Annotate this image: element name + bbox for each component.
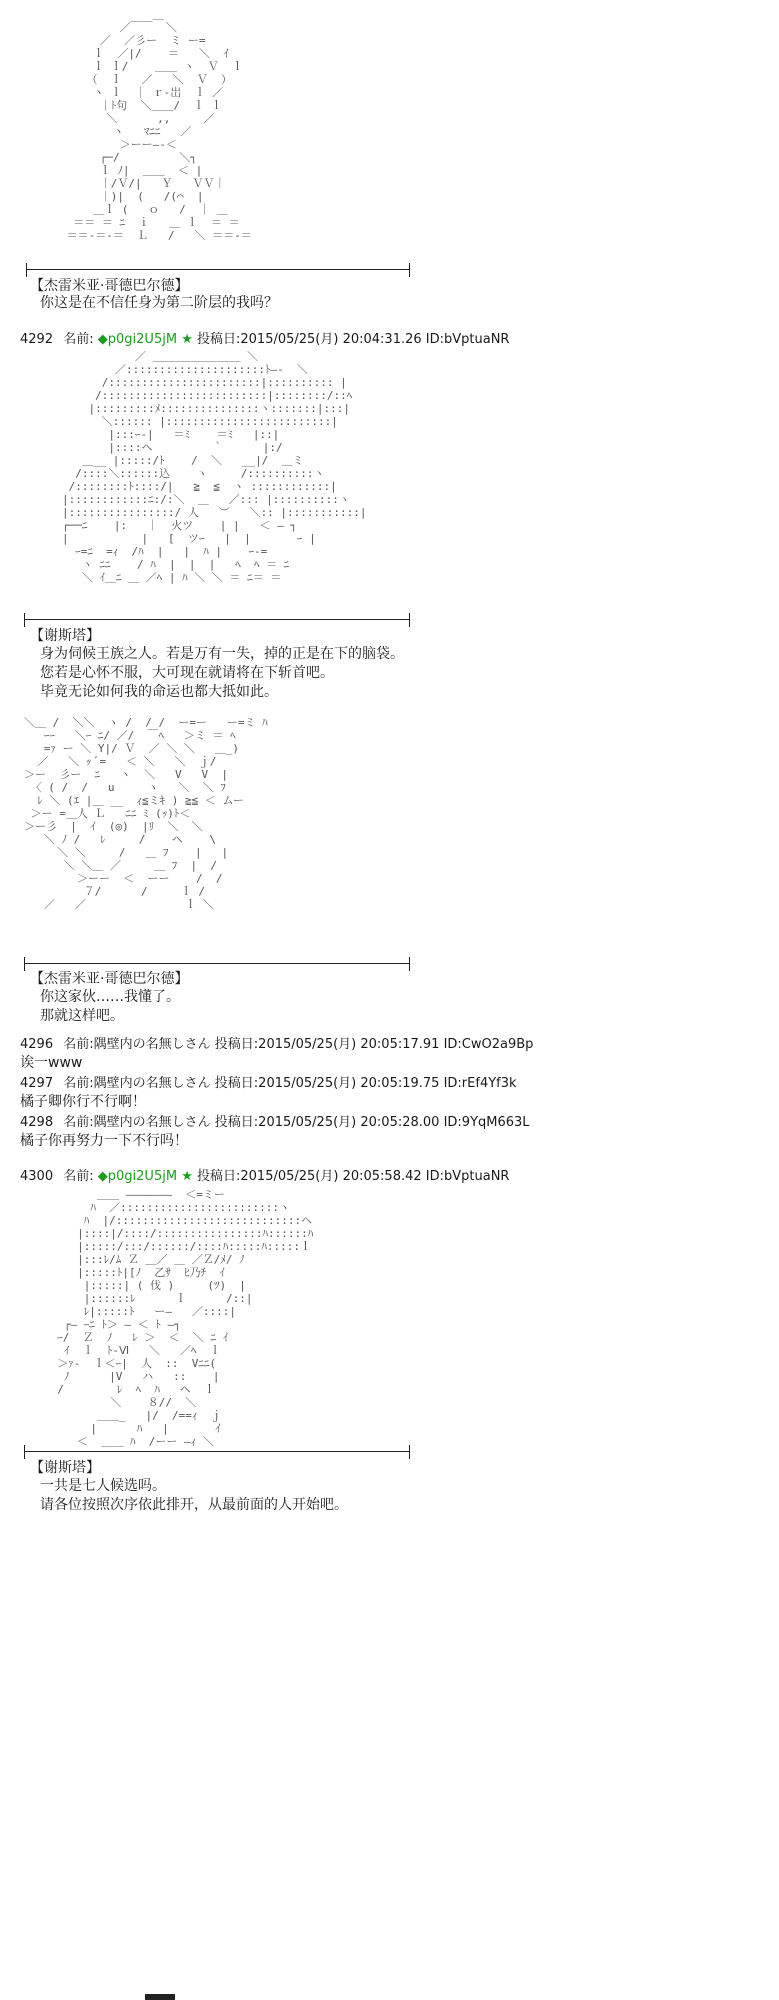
post-header: [20, 1036, 533, 1053]
dialogue-line: 您若是心怀不服，大可现在就请将在下斩首吧。: [40, 665, 334, 681]
trip-mark-icon: ◆: [97, 1169, 108, 1184]
dialogue-line: 你这家伙……我懂了。: [40, 989, 180, 1005]
post-date: 2015/05/25(月) 20:05:28.00: [258, 1115, 440, 1130]
post-number: 4292: [20, 332, 54, 347]
post-trip: p0gi2U5jM: [107, 1169, 178, 1184]
post-name-label: 名前:: [63, 1076, 94, 1091]
post-name: 隅壁内の名無しさん: [93, 1115, 211, 1130]
post-date-label: 投稿日:: [214, 1115, 259, 1130]
star-icon: ★: [181, 1169, 193, 1184]
divider-rule: [26, 263, 410, 277]
divider-rule: [24, 957, 410, 971]
post-header: [20, 1114, 530, 1131]
ascii-art-character-4: ＿＿ ――――――― ＜=ミー ﾊ ／::::::::::::::::::::::::ヽ ﾊ |/::::::::::::::::::::::::::::ヘ |::::|/::::/::::::::::::::::ﾊ::::::ﾊ |:::::/:::/::::::/::::ﾊ:::::ﾊ:::::ｌ |:::ﾚ/ﾑ Ｚ ＿／ ＿ ／Ｚ/ﾒ/ ﾉ |:::::ﾄ|[ﾉ 乙ｻ ﾋ乃ﾁ ｲ |:::::| ( 伐 ) (ﾂ) | |::::::ﾚ ｌ /::| ﾚ|:::::ﾄ ー― ／::::| ┌― ｰﾆ ﾄ＞ ― ＜ ﾄ ―┐ ｰ/ Ｚ ﾉ ﾚ ＞ ＜ ＼ ﾆ ｲ ｲ ｌ ﾄ-Ⅵ ＼ ／ﾍ ｌ ＞ｧ- ｌ＜ｰ| 人 :: Vﾆﾆ( ﾉ |V ハ :: | / ﾚ ﾍ ﾊ ヘ ｌ ＼ ８// ＼ ＿＿_ |/ /==ｨ ｊ | ﾊ | ｲ ＜ ＿＿ ﾊ /ーー ―ｨ ＼: [57, 1188, 314, 1448]
post-date-label: 投稿日:: [214, 1076, 259, 1091]
post-name-label: 名前:: [63, 1037, 94, 1052]
post-name-label: 名前:: [63, 1115, 94, 1130]
speaker-name: 【杰雷米亚·哥德巴尔德】: [30, 971, 189, 987]
dialogue-line: 一共是七人候选吗。: [40, 1478, 166, 1494]
post-trip: p0gi2U5jM: [107, 332, 178, 347]
speaker-name: 【谢斯塔】: [30, 1460, 100, 1476]
dialogue-line: 身为伺候王族之人。若是万有一失，掉的正是在下的脑袋。: [40, 646, 404, 662]
speaker-name: 【杰雷米亚·哥德巴尔德】: [30, 278, 189, 294]
star-icon: ★: [181, 332, 193, 347]
ascii-art-character-3: ＼＿ / ＼＼ ヽ / / / ー=ー ー=ミ ﾊ ｰｰ ＼ｰ ﾆ/ ／/ ￣ﾍ ＞ミ ＝ ﾍ =ｧ ー ＼ Y|/ Ｖ ／ ＼ ＼ ＿_) ／ ＼ ｯ ﾞ= ＜ ＼ ＼ ｊ/ ＞ー 彡ー ﾆ ヽ ＼ V V | 〈 ( / / u ヽ ＼ ＼ ﾌ ﾚ ＼ (ｴ |＿ __ ｨ≦ミｷ ) ≧≦ ＜ ムー ＞ー =＿人 Ｌ ﾆﾆ ﾐ (ｯ)ﾄ＜ ＞ー彡 | ｲ (◎) |ﾘ ＼ ＼ ＼ ﾉ / ﾚ / ヘ \ ＼ ＼ / ＿ ﾌ | | ＼ ＼＿ ／ ＿ ﾌ | / ＞ーー ＜ ーー / / ７/ / ｌ / ／ ／ ｌ ＼: [24, 716, 268, 911]
dialogue-line: 毕竟无论如何我的命运也都大抵如此。: [40, 684, 278, 700]
post-date-label: 投稿日:: [214, 1037, 259, 1052]
speaker-name: 【谢斯塔】: [30, 628, 100, 644]
divider-rule: [24, 1445, 410, 1459]
post-date-label: 投稿日:: [196, 1169, 241, 1184]
post-header: [20, 331, 509, 348]
divider-rule: [24, 613, 410, 627]
post-date: 2015/05/25(月) 20:05:17.91: [258, 1037, 440, 1052]
post-text: 诶一www: [20, 1055, 83, 1071]
post-header: [20, 1075, 517, 1092]
post-date: 2015/05/25(月) 20:05:19.75: [258, 1076, 440, 1091]
post-date: 2015/05/25(月) 20:04:31.26: [240, 332, 422, 347]
post-number: 4297: [20, 1076, 54, 1091]
dialogue-line: 请各位按照次序依此排开，从最前面的人开始吧。: [40, 1497, 348, 1513]
post-name: 隅壁内の名無しさん: [93, 1037, 211, 1052]
post-id: ID:rEf4Yf3k: [443, 1076, 517, 1091]
post-id: ID:bVptuaNR: [425, 1169, 510, 1184]
trip-mark-icon: ◆: [97, 332, 108, 347]
post-id: ID:9YqM663L: [443, 1115, 530, 1130]
ascii-art-character-1: ＿ ／￣￣ ＼ ／ ／彡ー ミ ー= ｌ ／|/ ＝ ＼ ｲ ｌ ｌ/ ＿＿ ヽ Ｖ ｌ （ ｌ ／ ＼ Ｖ ） ヽ ｌ ｜ ｒ-岀 ｌ ／ ｜ﾄ句 ＼＿＿/ ｌ ｌ ＼ ,, ／ ヽ ﾏﾆﾆ ／ ＞ーー―‐＜ ┌─/ ＼┐ ｌ ﾉ| ＿＿ ＜ | ｜/Ｖ/| Ｙ ＶＶ｜ ｜)| ( /(⌒ | ＿ｌ ( ｏ / ｜ ＿ ＝＝ ＝ ﾆ ｉ ＿ ｌ ＝ ＝ ＝＝-＝-＝ Ｌ / ＼ ＝＝-＝: [66, 8, 252, 242]
post-name: 隅壁内の名無しさん: [93, 1076, 211, 1091]
post-name-label: 名前:: [63, 1169, 94, 1184]
post-date-label: 投稿日:: [196, 332, 241, 347]
post-number: 4300: [20, 1169, 54, 1184]
ascii-art-character-2: ／ ＿＿＿＿＿＿＿＿ ＼ ／:::::::::::::::::::::ﾄ―‐ ＼ /:::::::::::::::::::::::|:::::::::: | /:::::::::::::::::::::::::|::::::::/::ﾍ |:::::::::ﾒ:::::::::::::::ヽ:::::::|:::| ＼:::::: |:::::::::::::::::::::::::| |:::ｰ-| ＝ﾐ ＝ﾐ |::| |::::ヘ ｀ |:/ ＿__ |:::::/ﾄ / ＼ __|/ ＿ミ /::::＼::::::込 ヽ /::::::::::ヽ /::::::::ﾄ::::/| ≧ ≦ ヽ ::::::::::::| |::::::::::::ﾆ:/:＼ ＿ ／::: |::::::::::ヽ |::::::::::::::::/ 人 ︶ ＼:: |:::::::::::| ┌──ﾆ |: ｜ 火ツ | | ＜ ― ┐ | | [ ツｰ | | ｰ | ｰ=ﾆ =ｨ /ﾊ | | ﾊ | ｰ-= ヽ ﾆﾆ / ﾊ | | | ﾍ ﾍ ＝ ﾆ ＼ ｲ＿ﾆ ＿ ／ﾍ | ﾊ ＼ ＼ ＝ ﾆ＝ ＝: [62, 350, 367, 584]
post-header: [20, 1168, 509, 1185]
dialogue-line: 你这是在不信任身为第二阶层的我吗？: [40, 295, 278, 311]
post-number: 4296: [20, 1037, 54, 1052]
post-date: 2015/05/25(月) 20:05:58.42: [240, 1169, 422, 1184]
dialogue-line: 那就这样吧。: [40, 1008, 124, 1024]
post-name-label: 名前:: [63, 332, 94, 347]
post-id: ID:CwO2a9Bp: [443, 1037, 534, 1052]
cropped-art-fragment: [145, 1994, 175, 2000]
post-text: 橘子卿你行不行啊！: [20, 1094, 146, 1110]
post-text: 橘子你再努力一下不行吗！: [20, 1133, 188, 1149]
post-id: ID:bVptuaNR: [425, 332, 510, 347]
post-number: 4298: [20, 1115, 54, 1130]
